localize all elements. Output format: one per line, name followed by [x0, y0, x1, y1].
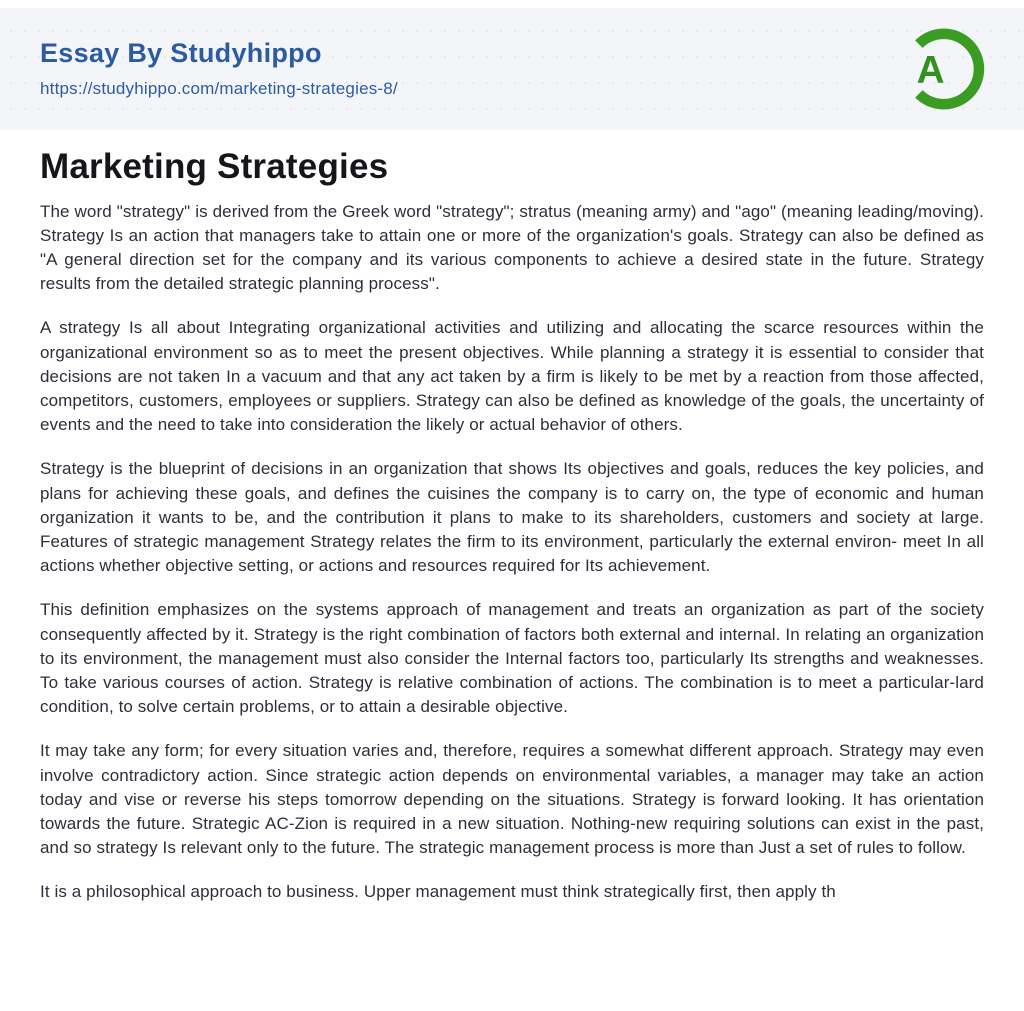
paragraph: It may take any form; for every situation varies and, therefore, requires a somewhat different approach. Strategy may even involve contradictory action. Since strategic action depends on environmental variables, a manager may take an action today and vise or reverse his steps tomorrow depending on the situations. Strategy is forward looking. It has orientation towards the future. Strategic AC-Zion is required in a new situation. Nothing-new requiring solutions can exist in the past, and so strategy Is relevant only to the future. The strategic management process is more than Just a set of rules to follow.: [40, 741, 984, 858]
page: [0, 8, 1024, 1011]
paragraph: A strategy Is all about Integrating organizational activities and utilizing and allocating the scarce resources within the organizational environment so as to meet the present objectives. While planning a strategy it is essential to consider that decisions are not taken In a vacuum and that any act taken by a firm is likely to be met by a reaction from those affected, competitors, customers, employees or suppliers. Strategy can also be defined as knowledge of the goals, the uncertainty of events and the need to take into consideration the likely or actual behavior of others.: [40, 318, 984, 435]
page-title: Marketing Strategies: [40, 147, 389, 186]
studyhippo-logo-icon: [898, 21, 986, 117]
article-body: [40, 200, 984, 905]
paragraph: This definition emphasizes on the systems approach of management and treats an organization as part of the society consequently affected by it. Strategy is the right combination of factors both external and internal. In relating an organization to its environment, the management must also consider the Internal factors too, particularly Its strengths and weaknesses. To take various courses of action. Strategy is relative combination of actions. The combination is to meet a particular-lard condition, to solve certain problems, or to attain a desirable objective.: [40, 600, 984, 717]
header-text-block: [40, 39, 398, 99]
site-title-link[interactable]: Essay By Studyhippo: [40, 38, 322, 69]
paragraph: The word "strategy" is derived from the Greek word "strategy"; stratus (meaning army) and "ago" (meaning leading/moving). Strategy Is an action that managers take to attain one or more of the organization's goals. Strategy can also be defined as "A general direction set for the company and its various components to achieve a desired state in the future. Strategy results from the detailed strategic planning process".: [40, 201, 984, 294]
logo-letter: A: [916, 49, 945, 93]
header: [0, 8, 1024, 130]
page-url-link[interactable]: https://studyhippo.com/marketing-strategies-8/: [40, 78, 398, 98]
paragraph: It is a philosophical approach to business. Upper management must think strategically first, then apply th: [40, 882, 836, 902]
article: [0, 148, 1024, 905]
paragraph: Strategy is the blueprint of decisions in an organization that shows Its objectives and goals, reduces the key policies, and plans for achieving these goals, and defines the cuisines the company is to carry on, the type of economic and human organization it wants to be, and the contribution it plans to make to its shareholders, customers and society at large. Features of strategic management Strategy relates the firm to its environment, particularly the external environ- meet In all actions whether objective setting, or actions and resources required for Its achievement.: [40, 459, 984, 576]
